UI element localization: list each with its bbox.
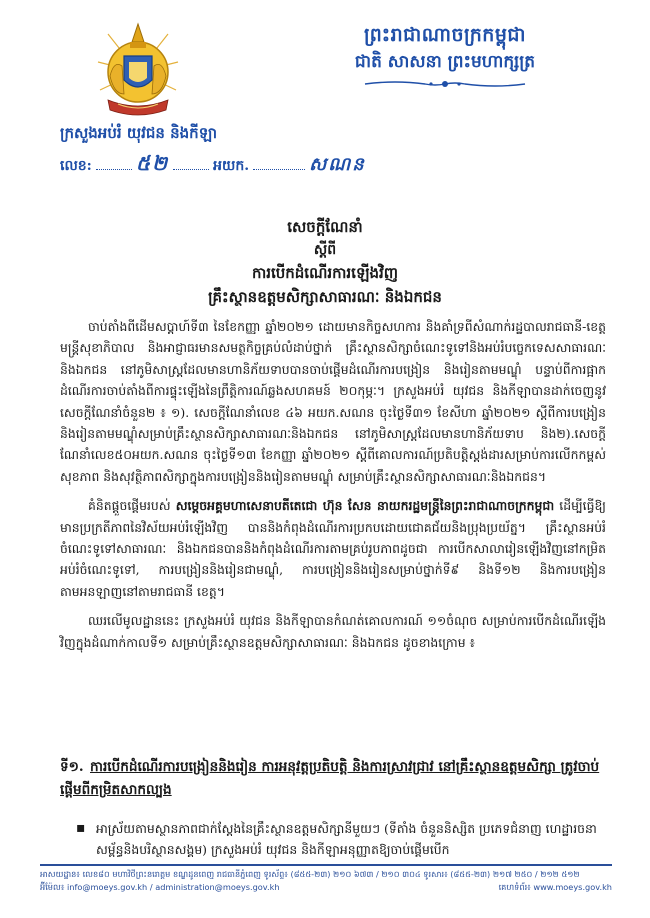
title-line-4: គ្រឹះស្ថានឧត្ដមសិក្សាសាធារណៈ និងឯកជន: [208, 288, 442, 306]
footer-email-label: អ៊ីម៉ែល៖: [40, 882, 65, 892]
footer-contacts: [40, 881, 612, 894]
footer-website-label: គេហទំព័រ៖: [498, 882, 531, 892]
ministry-name: ក្រសួងអប់រំ យុវជន និងកីឡា: [60, 124, 218, 142]
section-1-number: ទី១.: [60, 759, 84, 775]
paragraph-3: ឈរលើមូលដ្ឋាននេះ ក្រសួងអប់រំ យុវជន និងកីឡាបានកំណត់គោលការណ៍ ១១ចំណុច សម្រាប់ការបើកដំណើរឡើងវិញក្នុងដំណាក់កាលទី១ សម្រាប់គ្រឹះស្ថានឧត្ដមសិក្សាសាធារណៈ និងឯកជន ដូចខាងក្រោម ៖: [60, 613, 606, 650]
doc-number-label: លេខ:: [60, 158, 92, 174]
paragraph-2: [60, 495, 606, 602]
paragraph-1: ចាប់តាំងពីដើមសប្ដាហ៍ទី៣ នៃខែកញ្ញា ឆ្នាំ២០២១ ដោយមានកិច្ចសហការ និងគាំទ្រពីសំណាក់រដ្ឋបាលរាជធានី-ខេត្ត មន្ត្រីសុខាភិបាល និងអាជ្ញាធរមានសមត្ថកិច្ចគ្រប់លំដាប់ថ្នាក់ គ្រឹះស្ថានសិក្សាចំណេះទូទៅនិងអប់រំបច្ចេកទេសសាធារណៈ និងឯកជន នៅភូមិសាស្ត្រដែលមានហានិភ័យទាបបានចាប់ផ្ដើមដំណើរការបង្រៀន និងរៀនតាមមណ្ឌុំ បន្ទាប់ពីការផ្អាកដំណើរការចាប់តាំងពីការផ្ទុះឡើងនៃព្រឹត្តិការណ៍ឆ្លងសហគមន៍ ២០កុម្ភៈ។ ក្រសួងអប់រំ យុវជន និងកីឡាបានដាក់ចេញនូវសេចក្ដីណែនាំចំនួន២ ៖ ១). សេចក្ដីណែនាំលេខ ៤៦ អយក.សណន ចុះថ្ងៃទី៣១ ខែសីហា ឆ្នាំ២០២១ ស្ដីពីការបង្រៀន និងរៀនតាមមណ្ឌុំសម្រាប់គ្រឹះស្ថានសិក្សាសាធារណៈនិងឯកជន នៅភូមិសាស្ត្រដែលមានហានិភ័យទាប និង២).សេចក្ដីណែនាំលេខ៥០អយក.សណន ចុះថ្ងៃទី១៣ ខែកញ្ញា ឆ្នាំ២០២១ ស្ដីពីគោលការណ៍ប្រតិបត្តិស្ដង់ដារសម្រាប់ការលើកកម្ពស់សុខភាព និងសុវត្ថិភាពសិក្សាក្នុងការបង្រៀននិងរៀនតាមមណ្ឌុំ សម្រាប់គ្រឹះស្ថានសិក្សាសាធារណៈនិងឯកជន។: [60, 319, 606, 484]
document-body: [60, 316, 606, 661]
dotted-fill: [173, 157, 209, 170]
title-line-3: ការបើកដំណើរការឡើងវិញ: [251, 264, 399, 282]
title-line-1: សេចក្ដីណែនាំ: [287, 218, 363, 236]
dotted-fill: [253, 157, 305, 170]
paragraph-2-rest: ដើម្បីធ្វើឱ្យមានប្រក្រតីភាពនៃវិស័យអប់រំឡើងវិញ បាននិងកំពុងដំណើរការប្រកបដោយជោគជ័យនិងប្រុងប្រយ័ត្ន។ គ្រឹះស្ថានអប់រំចំណេះទូទៅសាធារណៈ និងឯកជនបាននិងកំពុងដំណើរការតាមគ្រប់រូបភាពដូចជា ការបើកសាលារៀនឡើងវិញនៅកម្រិតអប់រំចំណេះទូទៅ, ការបង្រៀននិងរៀនជាមណ្ឌុំ, ការបង្រៀននិងរៀនសម្រាប់ថ្នាក់ទី៩ និងទី១២ និងការបង្រៀនតាមអនឡាញនៅតាមរាជធានី ខេត្ត។: [60, 498, 606, 599]
section-1-heading: [60, 756, 606, 802]
document-title: [100, 215, 550, 309]
bullet-marker: ▪: [76, 820, 86, 836]
bullet-item-1-text: អាស្រ័យតាមស្ថានភាពជាក់ស្ដែងនៃគ្រឹះស្ថានឧត្ដមសិក្សានីមួយៗ (ទីតាំង ចំនួននិស្សិត ប្រភេទជំនាញ ហេដ្ឋារចនាសម្ព័ន្ធនិងបរិស្ថានសង្គម) ក្រសួងអប់រំ យុវជន និងកីឡាអនុញ្ញាតឱ្យចាប់ផ្ដើមបើក: [96, 821, 597, 857]
khmer-divider-ornament: [355, 78, 535, 90]
doc-number-value: ៥២: [135, 151, 170, 175]
footer: [40, 868, 612, 894]
footer-divider: [40, 864, 612, 866]
kingdom-header: [300, 22, 590, 94]
footer-email: [40, 881, 280, 894]
footer-email-link[interactable]: info@moeys.gov.kh / administration@moeys.gov.kh: [67, 882, 280, 892]
kingdom-name: ព្រះរាជាណាចក្រកម្ពុជា: [364, 24, 526, 46]
footer-address: អាសយដ្ឋាន៖ លេខ៨០ មហាវិថីព្រះនរោត្តម ខណ្ឌដូនពេញ រាជធានីភ្នំពេញ ទូរស័ព្ទ៖ (៨៥៥-២៣) ២១០ ៦៧៣ / ២១០ ៣០៤ ទូរសារ៖ (៨៥៥-២៣) ២១៧ ២៥០ / ២១២ ៥១២: [40, 869, 580, 879]
paragraph-2-intro: គំនិតផ្ដួចផ្ដើមរបស់: [88, 498, 176, 514]
paragraph-2-highlight: សម្ដេចអគ្គមហាសេនាបតីតេជោ ហ៊ុន សែន នាយករដ្ឋមន្ត្រីនៃព្រះរាជាណាចក្រកម្ពុជា: [175, 498, 555, 514]
document-number: [60, 150, 366, 180]
dotted-fill: [96, 157, 132, 170]
footer-website: [499, 881, 612, 894]
section-1-text: ការបើកដំណើរការបង្រៀននិងរៀន ការអនុវត្តប្រតិបត្តិ និងការស្រាវជ្រាវ នៅគ្រឹះស្ថានឧត្ដមសិក្សា ត្រូវចាប់ផ្ដើមពីកម្រិតសាកល្បង: [60, 759, 600, 798]
title-line-2: ស្ដីពី: [313, 242, 337, 258]
doc-suffix-value: សណន: [309, 154, 366, 175]
national-motto: ជាតិ សាសនា ព្រះមហាក្សត្រ: [354, 52, 536, 72]
doc-suffix-label: អយក.: [213, 158, 250, 174]
bullet-item-1: [76, 818, 606, 860]
footer-website-link[interactable]: www.moeys.gov.kh: [533, 882, 612, 892]
royal-coat-of-arms-icon: [96, 20, 180, 126]
